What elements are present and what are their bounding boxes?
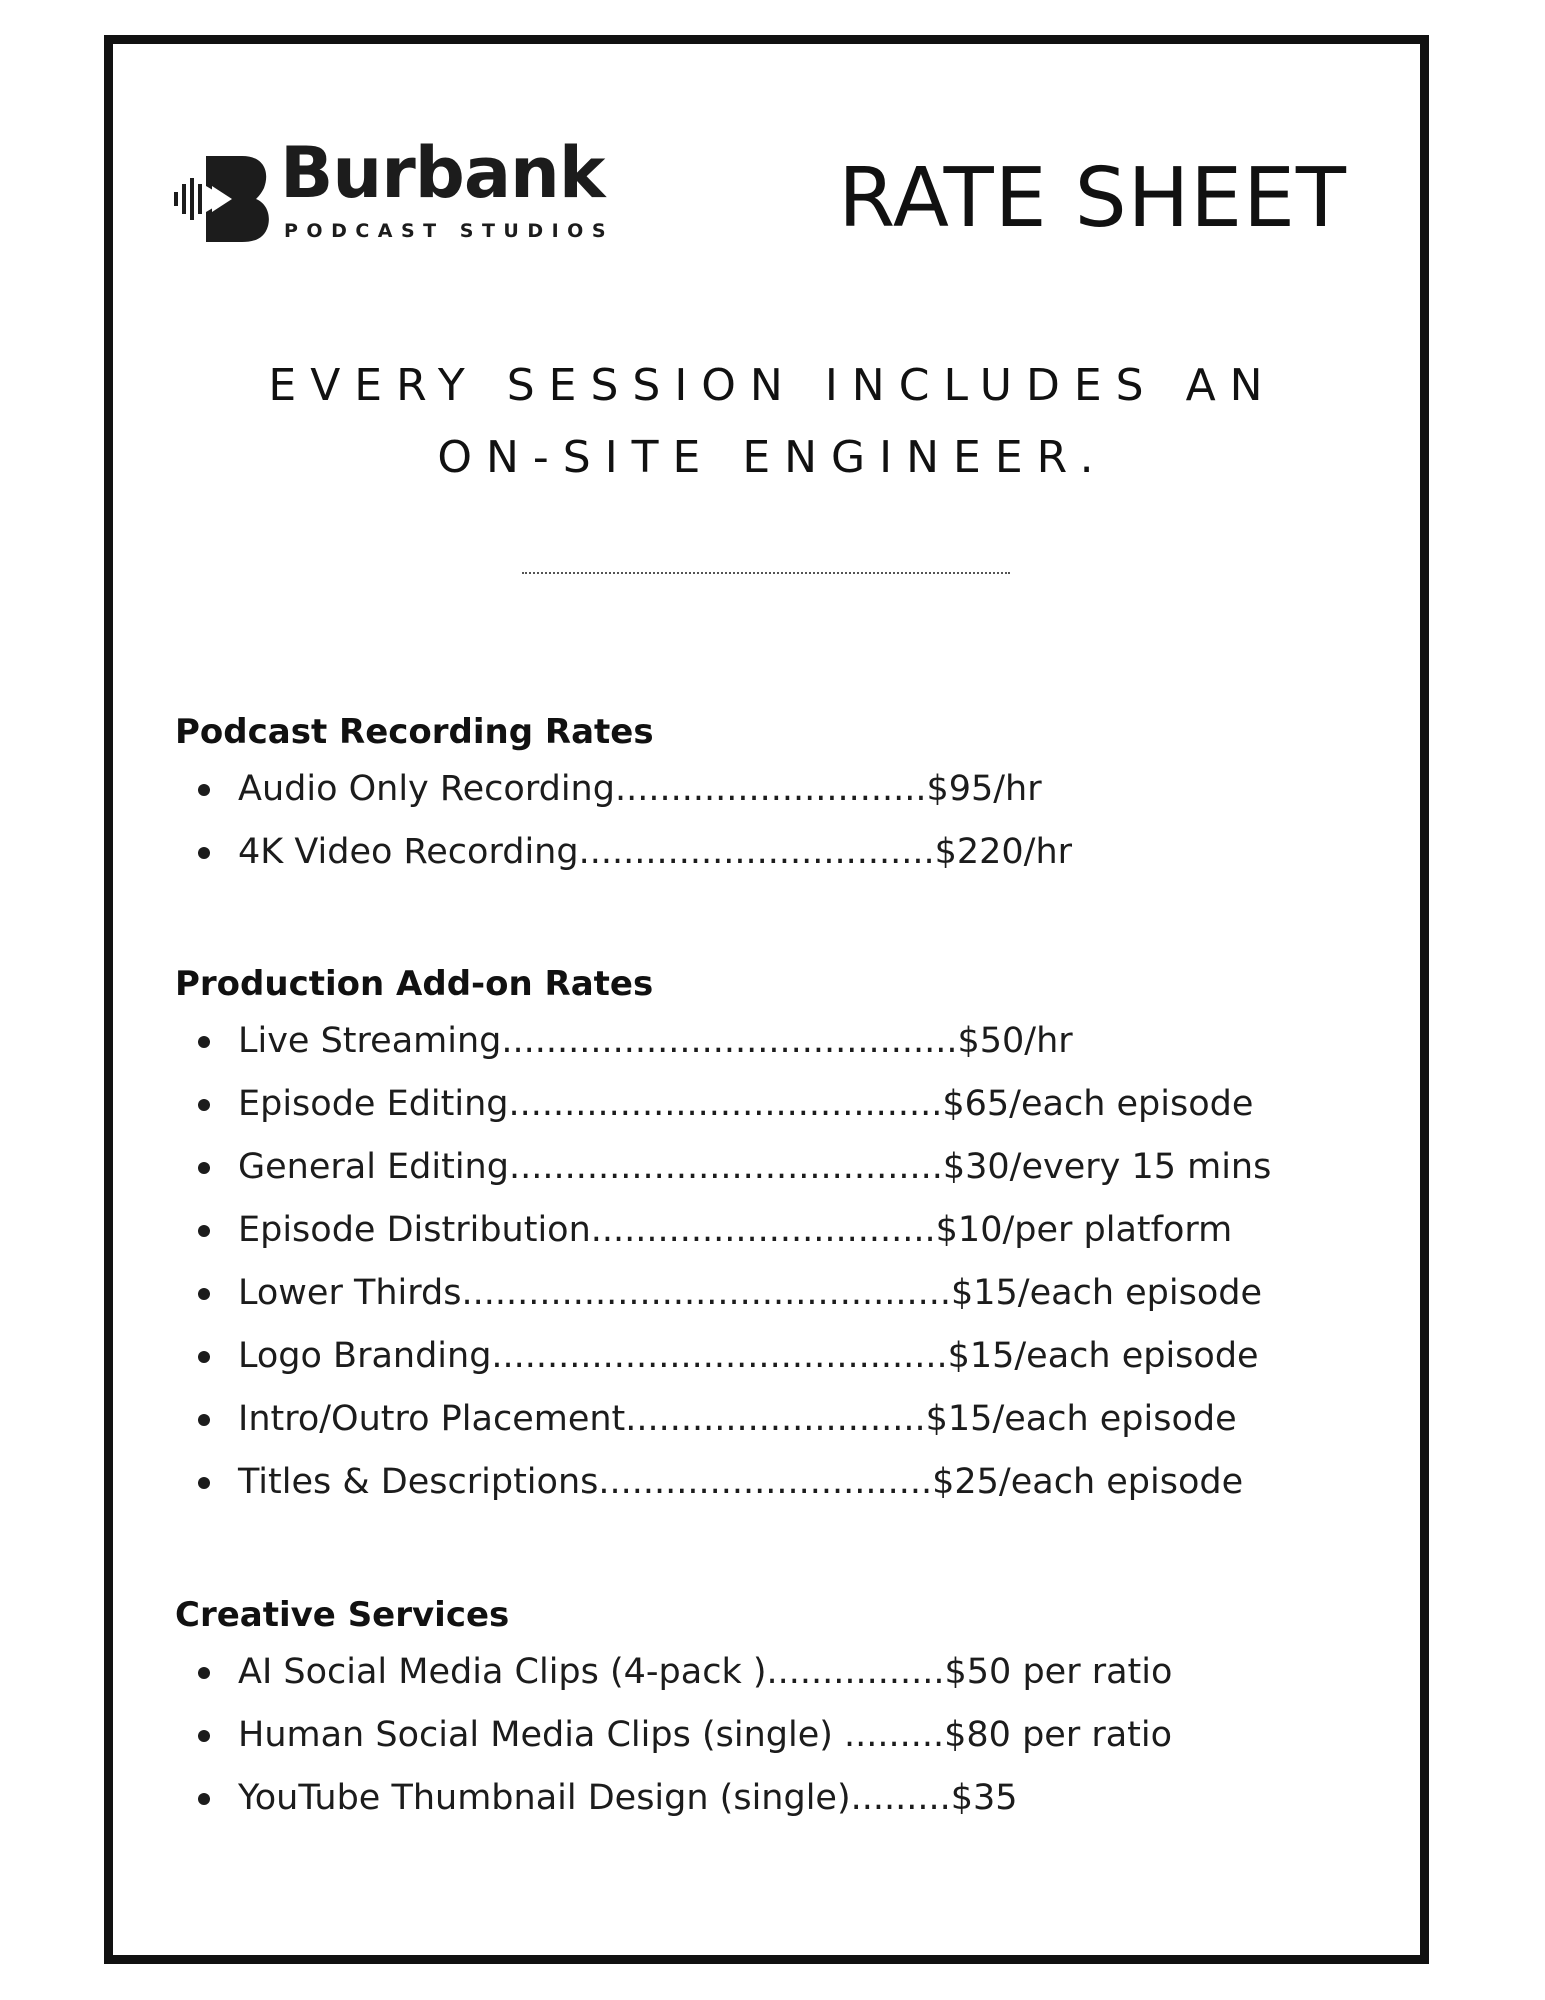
brand-logo — [172, 132, 642, 250]
section-production-add-on-rates — [175, 964, 1325, 1518]
bullet-icon — [198, 1099, 210, 1111]
page-title: RATE SHEET — [838, 151, 1347, 246]
brand-name: Burbank — [280, 132, 605, 214]
rate-item — [175, 1266, 1325, 1329]
rate-item — [175, 1329, 1325, 1392]
rate-item — [175, 1203, 1325, 1266]
rate-item — [175, 825, 1325, 888]
rate-item-text: Audio Only Recording............................$95/hr — [238, 769, 1042, 809]
section-podcast-recording-rates — [175, 712, 1325, 888]
bullet-icon — [198, 1793, 210, 1805]
rate-item — [175, 1455, 1325, 1518]
rate-item-text: AI Social Media Clips (4-pack )................$50 per ratio — [238, 1652, 1173, 1692]
bullet-icon — [198, 1288, 210, 1300]
bullet-icon — [198, 1477, 210, 1489]
rate-item — [175, 1392, 1325, 1455]
rate-item-text: Logo Branding.........................................$15/each episode — [238, 1336, 1259, 1376]
rate-item-text: Episode Editing.......................................$65/each episode — [238, 1084, 1254, 1124]
rate-item — [175, 1771, 1325, 1834]
burbank-b-logo-icon — [172, 154, 272, 244]
divider — [522, 572, 1010, 574]
rate-item-text: YouTube Thumbnail Design (single).........$35 — [238, 1778, 1018, 1818]
rate-item-text: Episode Distribution...............................$10/per platform — [238, 1210, 1233, 1250]
rate-item-text: Lower Thirds............................................$15/each episode — [238, 1273, 1263, 1313]
bullet-icon — [198, 1225, 210, 1237]
rate-item — [175, 1708, 1325, 1771]
rate-item — [175, 1645, 1325, 1708]
rate-list — [175, 1645, 1325, 1834]
tagline-line-1: EVERY SESSION INCLUDES AN — [268, 360, 1277, 411]
bullet-icon — [198, 1162, 210, 1174]
rate-list — [175, 762, 1325, 888]
rate-item — [175, 1014, 1325, 1077]
section-heading: Creative Services — [175, 1595, 510, 1635]
brand-subtitle: PODCAST STUDIOS — [284, 220, 615, 242]
rate-item-text: Live Streaming.........................................$50/hr — [238, 1021, 1073, 1061]
tagline — [0, 350, 1545, 494]
rate-item-text: Intro/Outro Placement...........................$15/each episode — [238, 1399, 1237, 1439]
tagline-line-2: ON-SITE ENGINEER. — [437, 432, 1108, 483]
bullet-icon — [198, 1414, 210, 1426]
rate-item — [175, 1140, 1325, 1203]
bullet-icon — [198, 784, 210, 796]
rate-item — [175, 762, 1325, 825]
rate-item-text: General Editing.......................................$30/every 15 mins — [238, 1147, 1272, 1187]
bullet-icon — [198, 847, 210, 859]
section-heading: Production Add-on Rates — [175, 964, 654, 1004]
bullet-icon — [198, 1730, 210, 1742]
rate-item-text: 4K Video Recording................................$220/hr — [238, 832, 1073, 872]
rate-item — [175, 1077, 1325, 1140]
rate-item-text: Human Social Media Clips (single) .........$80 per ratio — [238, 1715, 1173, 1755]
bullet-icon — [198, 1036, 210, 1048]
section-creative-services — [175, 1595, 1325, 1834]
bullet-icon — [198, 1667, 210, 1679]
bullet-icon — [198, 1351, 210, 1363]
rate-item-text: Titles & Descriptions..............................$25/each episode — [238, 1462, 1244, 1502]
section-heading: Podcast Recording Rates — [175, 712, 654, 752]
rate-list — [175, 1014, 1325, 1518]
